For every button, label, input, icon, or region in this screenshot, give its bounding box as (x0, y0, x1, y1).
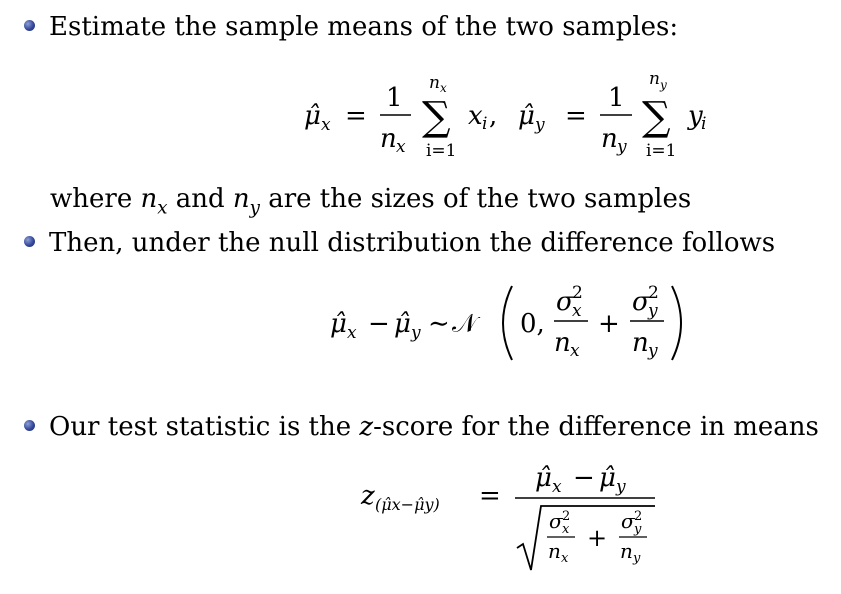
n-var: n (632, 328, 649, 358)
right-paren (672, 286, 681, 360)
where-text: where (50, 184, 141, 214)
mu-hat-x: μ̂ (304, 101, 321, 131)
equation-sample-means (290, 64, 730, 168)
sub-i: i (701, 114, 707, 134)
sub-x: x (572, 301, 582, 321)
superscript-2: 2 (634, 509, 643, 524)
plus-sign: + (587, 524, 608, 552)
comma: , (489, 101, 498, 131)
equals-sign: = (345, 101, 367, 131)
equation-z-score (355, 458, 665, 582)
y-var: y (688, 101, 703, 131)
n-var: n (380, 124, 397, 154)
left-paren (503, 286, 512, 360)
sigma: σ (556, 287, 574, 317)
superscript-2: 2 (648, 283, 659, 303)
sim-sign: ∼ (428, 309, 450, 339)
bullet-text: Then, under the null distribution the difference follows (49, 228, 776, 258)
sub-y: y (411, 323, 421, 343)
n-var: n (140, 184, 158, 214)
equals-sign: = (479, 481, 501, 511)
n-var: n (554, 328, 571, 358)
fraction-numerator: 1 (386, 83, 403, 113)
normal-symbol: 𝒩 (452, 309, 477, 339)
summation-icon: ∑ (422, 94, 451, 140)
superscript-2: 2 (562, 509, 571, 524)
sum-lower: i=1 (646, 141, 677, 161)
sub-x: x (396, 137, 406, 157)
sub-y: y (249, 197, 260, 219)
mu-hat-y: μ̂ (394, 309, 411, 339)
sub-y: y (633, 551, 641, 566)
n-var: n (548, 539, 561, 563)
sub-i: i (482, 114, 488, 134)
sub-x: x (347, 323, 357, 343)
summation-icon: ∑ (642, 94, 671, 140)
x-var: x (468, 101, 483, 131)
sub-x: x (562, 522, 570, 537)
sub-y: y (616, 477, 626, 497)
mu-hat-y: μ̂ (599, 463, 616, 493)
n-var: n (232, 184, 250, 214)
bullet-text-before: Our test statistic is the (49, 412, 360, 442)
minus-sign: − (368, 309, 390, 339)
bullet-item-3 (24, 412, 819, 442)
sum-upper-sub: x (440, 81, 447, 95)
z-var: z (361, 481, 375, 511)
sigma: σ (632, 287, 650, 317)
equation-null-distribution (310, 276, 710, 370)
sub-x: x (570, 341, 580, 361)
mu-hat-x: μ̂ (330, 309, 347, 339)
zero-comma: 0, (520, 309, 545, 339)
sigma: σ (621, 509, 635, 533)
z-var: z (359, 412, 374, 442)
sum-lower: i=1 (426, 141, 457, 161)
fraction-numerator: 1 (608, 83, 625, 113)
sub-x: x (157, 197, 168, 219)
bullet-text-after: -score for the difference in means (373, 412, 819, 442)
sub-y: y (617, 137, 627, 157)
sub-y: y (535, 115, 545, 135)
bullet-dot-icon (24, 236, 35, 247)
sub-y: y (634, 522, 642, 537)
bullet-item-2 (24, 228, 775, 258)
minus-sign: − (573, 463, 595, 493)
plus-sign: + (598, 309, 620, 339)
sub-y: y (648, 341, 658, 361)
sub-x: x (321, 115, 331, 135)
superscript-2: 2 (572, 283, 583, 303)
and-text: and (167, 184, 233, 214)
sub-x: x (561, 551, 569, 566)
sub-y: y (648, 301, 658, 321)
where-line (50, 184, 691, 223)
sum-upper-n: n (649, 69, 660, 89)
equals-sign: = (565, 101, 587, 131)
n-var: n (601, 124, 618, 154)
bullet-dot-icon (24, 420, 35, 431)
mu-hat-x: μ̂ (535, 463, 552, 493)
sigma: σ (549, 509, 563, 533)
mu-hat-y: μ̂ (518, 101, 535, 131)
sizes-text: are the sizes of the two samples (259, 184, 692, 214)
z-subscript: (μ̂x−μ̂y) (375, 495, 440, 514)
sub-x: x (552, 477, 562, 497)
bullet-text: Estimate the sample means of the two samples: (49, 12, 679, 42)
bullet-dot-icon (24, 20, 35, 31)
sum-upper-sub: y (660, 78, 667, 92)
n-var: n (620, 539, 633, 563)
sum-upper-n: n (429, 73, 440, 93)
bullet-item-1 (24, 12, 678, 42)
